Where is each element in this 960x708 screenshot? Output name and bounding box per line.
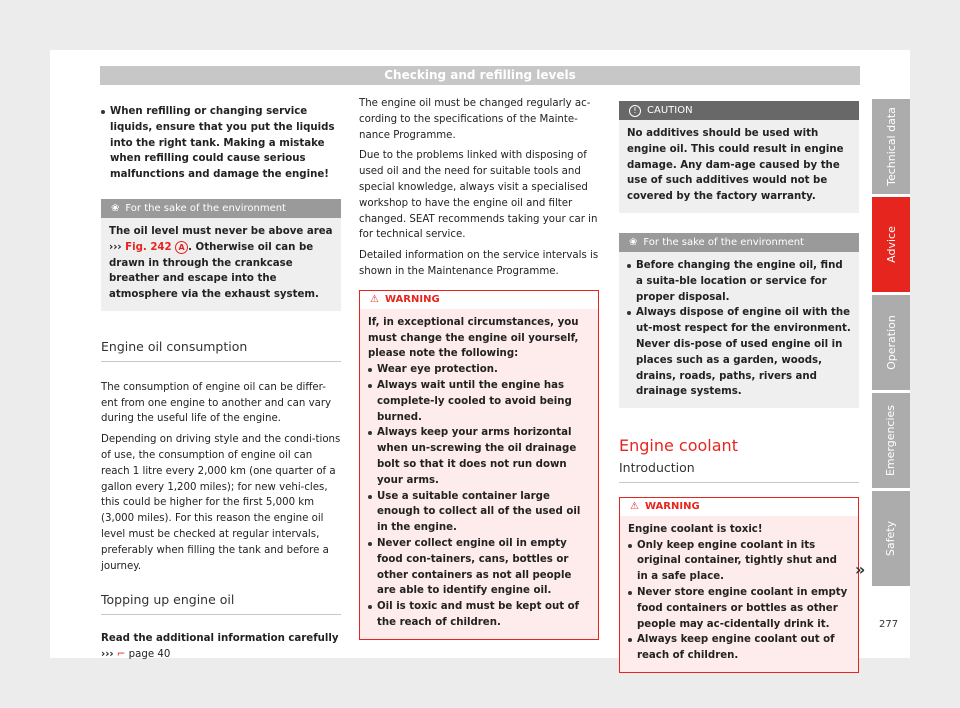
warning-item: Always keep your arms horizontal when un-screwing the oil drainage bolt so that it does not run down your arms.: [368, 425, 590, 488]
arrows-icon: ›››: [109, 241, 122, 253]
warning-body: [360, 309, 598, 639]
environment-box-header: [619, 233, 859, 252]
page-link[interactable]: page 40: [128, 648, 171, 660]
warning-item: Use a suitable container large enough to collect all of the used oil in the engine.: [368, 489, 590, 536]
intro-bullet: When refilling or changing service liquids, ensure that you put the liquids into the right tank. Making a mistake when refilling could cause serious malfunctions and damage the engine!: [101, 104, 341, 183]
caution-box: [619, 101, 859, 213]
warning-item: Oil is toxic and must be kept out of the reach of children.: [368, 599, 590, 631]
page-header: Checking and refilling levels: [100, 66, 860, 85]
environment-box: [101, 199, 341, 311]
paragraph: The consumption of engine oil can be differ-ent from one engine to another and can vary during the useful life of the engine.: [101, 381, 332, 425]
environment-box-header: [101, 199, 341, 218]
warning-item: Only keep engine coolant in its original container, tightly shut and in a safe place.: [628, 538, 850, 585]
page-reference: [101, 647, 341, 663]
environment-item: Always dispose of engine oil with the ut-most respect for the environment. Never dis-pose of used engine oil in places such as a garden, woods, drains, roads, paths, rivers and drainage systems.: [627, 305, 851, 400]
caution-header: [619, 101, 859, 120]
warning-intro: If, in exceptional circumstances, you must change the engine oil yourself, please note the following:: [368, 316, 579, 360]
continue-icon: »: [855, 560, 866, 579]
env-text-a: The oil level must never be above area: [109, 225, 333, 237]
section-title-introduction: Introduction: [619, 460, 859, 483]
read-info: Read the additional information carefully: [101, 633, 339, 645]
column-3: [619, 96, 859, 673]
info-icon: !: [629, 105, 641, 117]
warning-box-oil: [359, 290, 599, 640]
warning-title: WARNING: [644, 500, 700, 512]
column-1: [101, 96, 341, 663]
warning-item: Never collect engine oil in empty food con-tainers, cans, bottles or other containers as not all people are able to identify engine oil.: [368, 536, 590, 599]
book-icon: ⌐: [116, 648, 126, 660]
leaf-icon: ❀: [629, 236, 638, 248]
leaf-icon: ❀: [111, 202, 120, 214]
paragraph: Depending on driving style and the condi-tions of use, the consumption of engine oil can reach 1 litre every 2,000 km (one quarter of a gallon every 1,200 miles); for new vehi-cles, this could be higher for the first 5,000 km (3,000 miles). For this reason the engine oil level must be checked at regular intervals, preferably when filling the tank and before a journey.: [101, 434, 341, 572]
warning-triangle-icon: ⚠: [630, 500, 639, 512]
tab-operation[interactable]: Operation: [872, 295, 910, 390]
warning-item: Always wait until the engine has complete-ly cooled to avoid being burned.: [368, 378, 590, 425]
tab-advice[interactable]: Advice: [872, 197, 910, 292]
environment-box-body: [619, 252, 859, 408]
section-title-topping-up: Topping up engine oil: [101, 592, 341, 615]
environment-box-body: [101, 218, 341, 311]
arrows-icon: ›››: [101, 648, 114, 660]
chapter-title: Engine coolant: [619, 436, 738, 456]
env-text-b: . Otherwise oil can be drawn in through the crankcase breather and escape into the atmosphere via the exhaust system.: [109, 241, 319, 301]
warning-title: WARNING: [384, 293, 440, 305]
warning-box-coolant: [619, 497, 859, 673]
warning-header: [360, 291, 598, 309]
warning-header: [620, 498, 858, 516]
warning-item: Wear eye protection.: [368, 362, 590, 378]
figure-link[interactable]: Fig. 242: [125, 241, 172, 253]
paragraph: The engine oil must be changed regularly ac-cording to the specifications of the Mainte-nance Programme.: [359, 98, 591, 141]
tab-safety[interactable]: Safety: [872, 491, 910, 586]
caution-body: No additives should be used with engine oil. This could result in engine damage. Any dam-age caused by the use of such additives would not be covered by the factory warranty.: [627, 128, 844, 203]
paragraph: Detailed information on the service intervals is shown in the Maintenance Programme.: [359, 250, 599, 277]
environment-box-title: For the sake of the environment: [125, 202, 286, 214]
paragraph: Due to the problems linked with disposing of used oil and the need for suitable tools and special knowledge, always visit a specialised workshop to have the engine oil and filter changed. SEAT recommends taking your car in for technical service.: [359, 150, 598, 241]
tab-emergencies[interactable]: Emergencies: [872, 393, 910, 488]
warning-triangle-icon: ⚠: [370, 293, 379, 305]
page-number: 277: [879, 619, 899, 630]
environment-box-2: [619, 233, 859, 408]
warning-body: [620, 516, 858, 672]
warning-item: Never store engine coolant in empty food containers or bottles as other people may ac-cidentally drink it.: [628, 585, 850, 632]
figure-badge: A: [175, 241, 188, 254]
warning-item: Always keep engine coolant out of reach of children.: [628, 632, 850, 664]
column-2: [359, 96, 599, 640]
caution-title: CAUTION: [647, 105, 693, 116]
environment-item: Before changing the engine oil, find a suita-ble location or service for proper disposal.: [627, 258, 851, 305]
warning-intro: Engine coolant is toxic!: [628, 523, 763, 535]
environment-box-title: For the sake of the environment: [643, 236, 804, 248]
tab-technical-data[interactable]: Technical data: [872, 99, 910, 194]
section-title-oil-consumption: Engine oil consumption: [101, 339, 341, 362]
